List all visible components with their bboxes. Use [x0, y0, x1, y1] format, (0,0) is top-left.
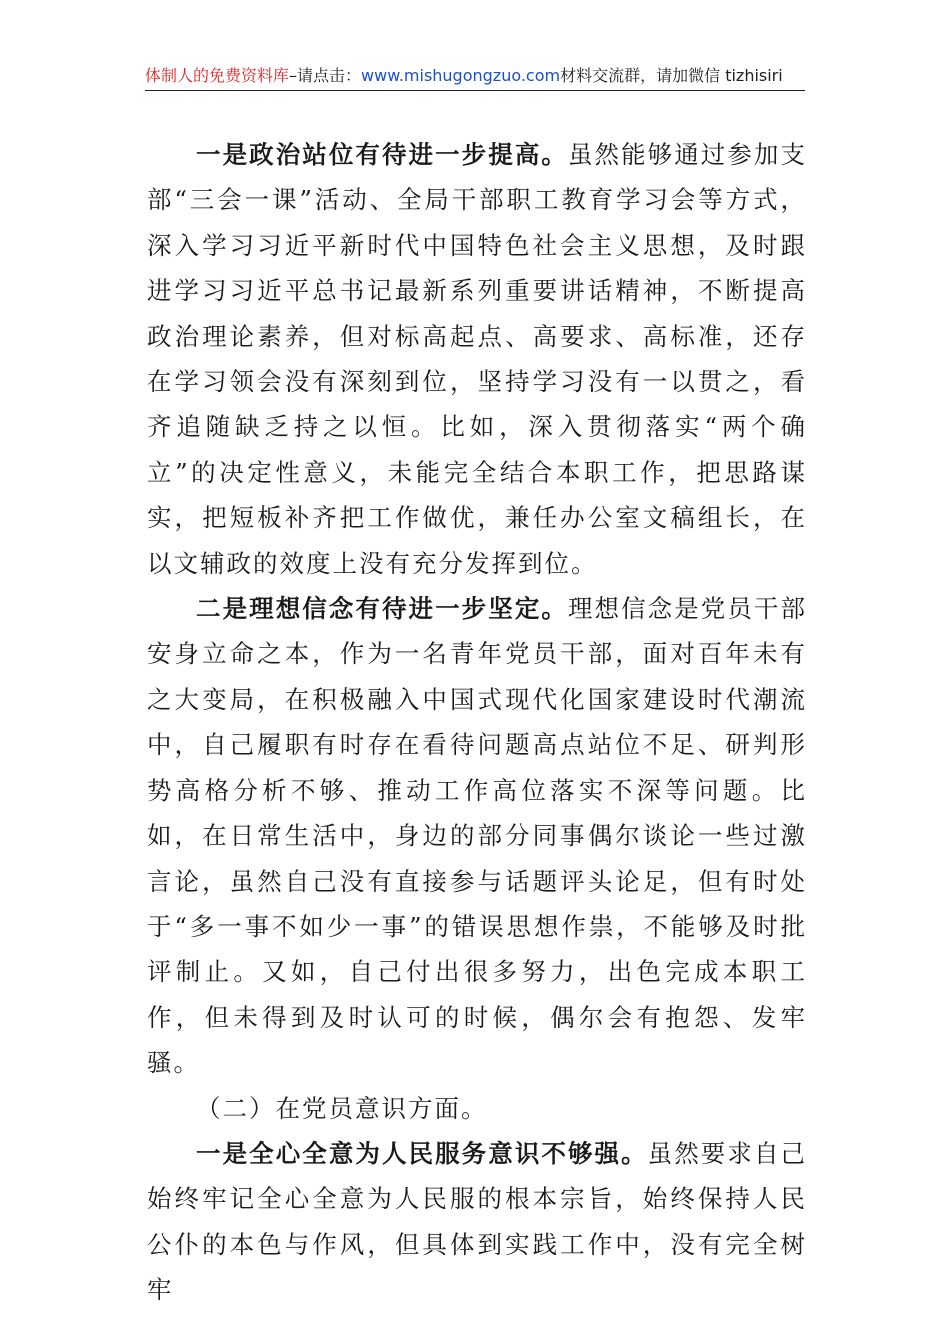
paragraph-text: 理想信念是党员干部安身立命之本，作为一名青年党员干部，面对百年未有之大变局，在积极融入中国式现代化国家建设时代潮流中，自己履职有时存在看待问题高点站位不足、研判形势高格分析不够、推动工作高位落实不深等问题。比如，在日常生活中，身边的部分同事偶尔谈论一些过激言论，虽然自己没有直接参与话题评头论足，但有时处于“多一事不如少一事”的错误思想作祟，不能够及时批评制止。又如，自己付出很多努力，出色完成本职工作，但未得到及时认可的时候，偶尔会有抱怨、发牢骚。: [147, 594, 807, 1078]
paragraph-political-stance: [147, 132, 807, 586]
paragraph-lead: 一是全心全意为人民服务意识不够强。: [196, 1138, 648, 1168]
document-body: [147, 132, 807, 1313]
paragraph-lead: 一是政治站位有待进一步提高。: [196, 140, 568, 169]
header-wechat-text: 材料交流群，请加微信 tizhisiri: [560, 66, 783, 85]
header-prompt: –请点击：: [289, 66, 362, 85]
paragraph-lead: 二是理想信念有待进一步坚定。: [196, 594, 568, 624]
document-header: [145, 64, 805, 91]
paragraph-ideals-beliefs: [147, 586, 807, 1085]
paragraph-text: 虽然要求自己始终牢记全心全意为人民服的根本宗旨，始终保持人民公仆的本色与作风，但具体到实践工作中，没有完全树牢: [147, 1138, 808, 1305]
header-site-name: 体制人的免费资料库: [145, 66, 290, 85]
paragraph-serve-people: [147, 1131, 807, 1313]
paragraph-text: 虽然能够通过参加支部“三会一课”活动、全局干部职工教育学习会等方式，深入学习习近平新时代中国特色社会主义思想，及时跟进学习习近平总书记最新系列重要讲话精神，不断提高政治理论素养，但对标高起点、高要求、高标准，还存在学习领会没有深刻到位，坚持学习没有一以贯之，看齐追随缺乏持之以恒。比如，深入贯彻落实“两个确立”的决定性意义，未能完全结合本职工作，把思路谋实，把短板补齐把工作做优，兼任办公室文稿组长，在以文辅政的效度上没有充分发挥到位。: [147, 140, 807, 578]
header-url-link[interactable]: www.mishugongzuo.com: [361, 66, 561, 85]
section-heading: （二）在党员意识方面。: [196, 1093, 488, 1123]
